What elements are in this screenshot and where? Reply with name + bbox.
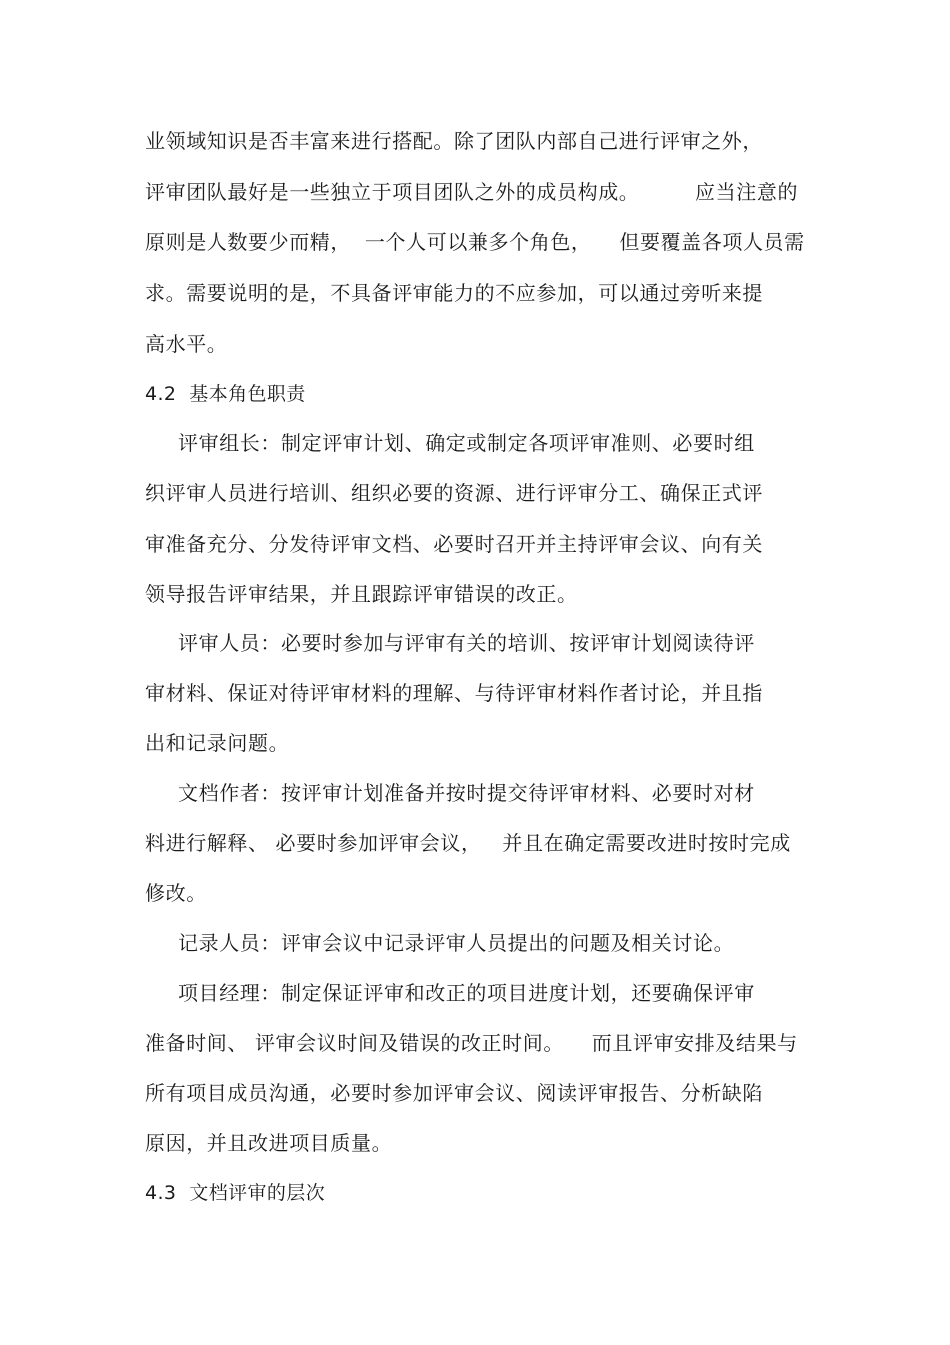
- intro-line-4: 求。需要说明的是，不具备评审能力的不应参加，可以通过旁听来提: [145, 281, 763, 305]
- section-heading-4-3: 4.3 文档评审的层次: [145, 1182, 326, 1204]
- manager-line-4: 原因，并且改进项目质量。: [145, 1131, 393, 1155]
- section-heading-4-2: 4.2 基本角色职责: [145, 383, 306, 405]
- author-line-1: 文档作者：按评审计划准备并按时提交待评审材料、必要时对材: [178, 781, 755, 805]
- reviewer-line-3: 出和记录问题。: [145, 731, 290, 755]
- leader-line-3: 审准备充分、分发待评审文档、必要时召开并主持评审会议、向有关: [145, 532, 763, 556]
- manager-line-2: 准备时间、 评审会议时间及错误的改正时间。 而且评审安排及结果与: [145, 1031, 798, 1055]
- leader-line-1: 评审组长：制定评审计划、确定或制定各项评审准则、必要时组: [178, 431, 755, 455]
- reviewer-line-1: 评审人员：必要时参加与评审有关的培训、按评审计划阅读待评: [178, 631, 755, 655]
- intro-line-1: 业领域知识是否丰富来进行搭配。除了团队内部自己进行评审之外，: [145, 129, 763, 153]
- manager-line-3: 所有项目成员沟通，必要时参加评审会议、阅读评审报告、分析缺陷: [145, 1081, 763, 1105]
- reviewer-line-2: 审材料、保证对待评审材料的理解、与待评审材料作者讨论，并且指: [145, 681, 763, 705]
- manager-line-1: 项目经理：制定保证评审和改正的项目进度计划，还要确保评审: [178, 981, 755, 1005]
- intro-line-5: 高水平。: [145, 332, 228, 356]
- leader-line-2: 织评审人员进行培训、组织必要的资源、进行评审分工、确保正式评: [145, 481, 763, 505]
- author-line-2: 料进行解释、 必要时参加评审会议， 并且在确定需要改进时按时完成: [145, 831, 791, 855]
- leader-line-4: 领导报告评审结果，并且跟踪评审错误的改正。: [145, 582, 578, 606]
- recorder-line-1: 记录人员：评审会议中记录评审人员提出的问题及相关讨论。: [178, 931, 735, 955]
- intro-line-2: 评审团队最好是一些独立于项目团队之外的成员构成。 应当注意的: [145, 180, 799, 204]
- intro-line-3: 原则是人数要少而精， 一个人可以兼多个角色， 但要覆盖各项人员需: [145, 230, 805, 254]
- author-line-3: 修改。: [145, 881, 207, 905]
